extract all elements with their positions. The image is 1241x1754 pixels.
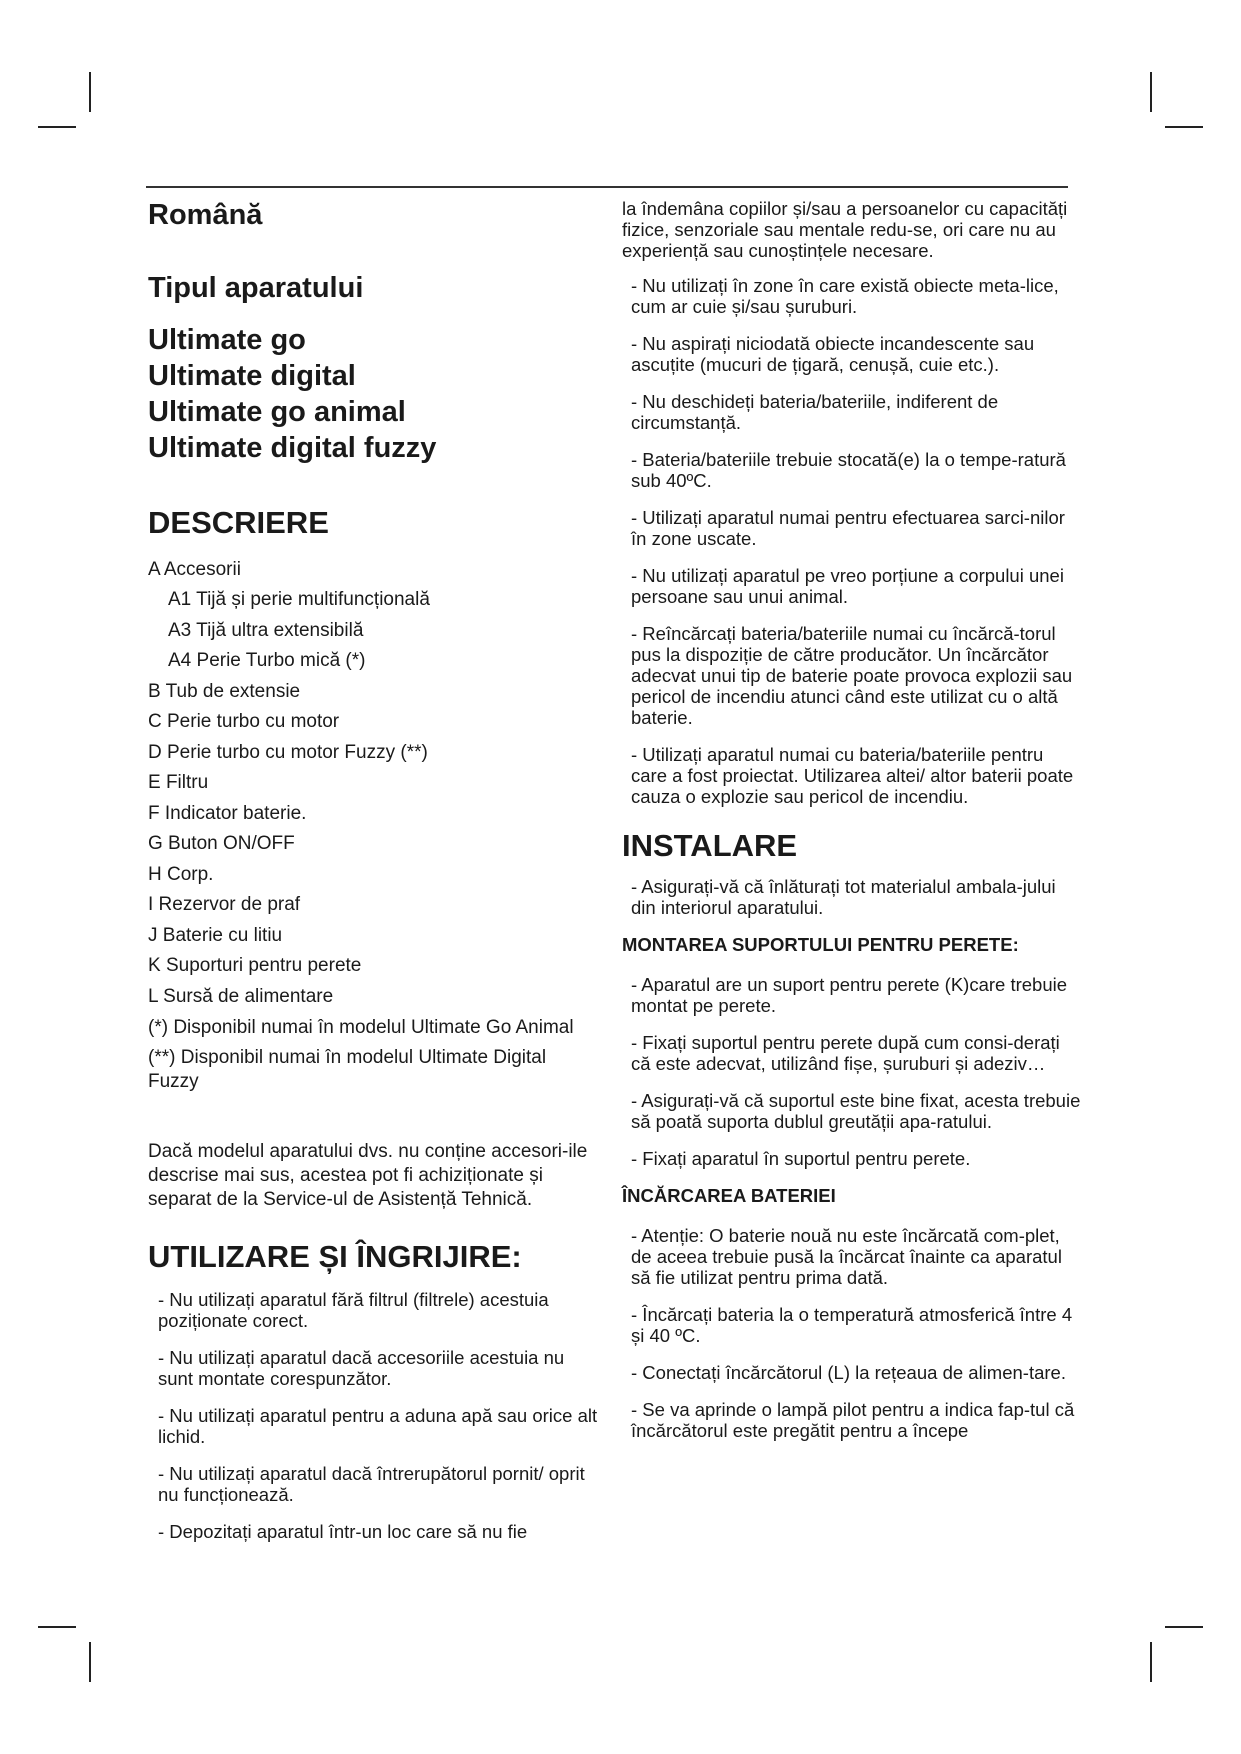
usage-list-left — [148, 1289, 598, 1542]
model-name: Ultimate go — [148, 323, 306, 356]
usage-list-right — [622, 275, 1082, 807]
part-item: D Perie turbo cu motor Fuzzy (**) — [148, 741, 428, 763]
wall-mount-heading: MONTAREA SUPORTULUI PENTRU PERETE: — [622, 934, 1019, 956]
availability-note: (*) Disponibil numai în modelul Ultimate Go Animal — [148, 1017, 574, 1039]
battery-item: - Încărcați bateria la o temperatură atmosferică între 4 și 40 ºC. — [631, 1304, 1073, 1347]
description-heading: DESCRIERE — [148, 504, 329, 540]
battery-charging-heading: ÎNCĂRCAREA BATERIEI — [622, 1185, 836, 1207]
part-item: F Indicator baterie. — [148, 802, 307, 824]
part-item: H Corp. — [148, 863, 214, 885]
battery-item: - Se va aprinde o lampă pilot pentru a indica fap-tul că încărcătorul este pregătit pentru a începe — [631, 1399, 1075, 1442]
part-item: C Perie turbo cu motor — [148, 711, 340, 733]
wall-mount-item: - Asigurați-vă că suportul este bine fixat, acesta trebuie să poată suporta dublul greutății apa-ratului. — [631, 1090, 1081, 1133]
usage-item: - Reîncărcați bateria/bateriile numai cu încărcă-torul pus la dispoziție de către producător. Un încărcător adecvat unui tip de baterie poate provoca explozii sau pericol de incendiu atunci când este utilizat cu o altă baterie. — [631, 623, 1073, 728]
crop-mark — [1150, 1642, 1152, 1682]
language-title: Română — [148, 199, 263, 231]
crop-mark — [89, 1642, 91, 1682]
part-item: G Buton ON/OFF — [148, 833, 295, 855]
crop-mark — [38, 126, 76, 128]
crop-mark — [38, 1626, 76, 1628]
wall-mount-item: - Fixați suportul pentru perete după cum consi-derați că este adecvat, utilizând fișe, șuruburi și adeziv… — [631, 1032, 1060, 1075]
usage-heading: UTILIZARE ȘI ÎNGRIJIRE: — [148, 1239, 522, 1275]
usage-item: - Nu utilizați aparatul pe vreo porțiune a corpului unei persoane sau unui animal. — [631, 565, 1064, 607]
usage-item: - Nu utilizați în zone în care există obiecte meta-lice, cum ar cuie și/sau șuruburi. — [631, 275, 1059, 317]
part-item: E Filtru — [148, 772, 209, 794]
header-rule — [146, 186, 1068, 188]
usage-item: - Nu aspirați niciodată obiecte incandescente sau ascuțite (mucuri de țigară, cenușă, cuie etc.). — [631, 333, 1035, 375]
crop-mark — [1165, 126, 1203, 128]
model-name: Ultimate go animal — [148, 395, 406, 428]
right-column — [622, 198, 1082, 1457]
wall-mount-item: - Aparatul are un suport pentru perete (K)care trebuie montat pe perete. — [631, 974, 1068, 1017]
install-intro: - Asigurați-vă că înlăturați tot materialul ambala-jului din interiorul aparatului. — [631, 876, 1056, 919]
crop-mark — [1150, 72, 1152, 112]
parts-list — [148, 555, 598, 1095]
usage-item: - Bateria/bateriile trebuie stocată(e) la o tempe-ratură sub 40ºC. — [631, 449, 1066, 491]
usage-continuation: la îndemâna copiilor și/sau a persoanelor cu capacități fizice, senzoriale sau mentale redu-se, ori care nu au experiență sau cunoștințele necesare. — [622, 198, 1068, 261]
usage-item: - Nu utilizați aparatul dacă accesoriile acestuia nu sunt montate corespunzător. — [158, 1347, 565, 1390]
usage-item: - Nu utilizați aparatul fără filtrul (filtrele) acestuia poziționate corect. — [158, 1289, 549, 1332]
usage-item: - Utilizați aparatul numai pentru efectuarea sarci-nilor în zone uscate. — [631, 507, 1065, 549]
usage-item: - Nu deschideți bateria/bateriile, indiferent de circumstanță. — [631, 391, 999, 433]
crop-mark — [89, 72, 91, 112]
part-item: A3 Tijă ultra extensibilă — [168, 619, 364, 641]
availability-note: (**) Disponibil numai în modelul Ultimate Digital Fuzzy — [148, 1047, 547, 1093]
accessories-paragraph: Dacă modelul aparatului dvs. nu conține accesori-ile descrise mai sus, acestea pot fi achiziționate și separat de la Service-ul de Asistență Tehnică. — [148, 1141, 588, 1211]
crop-mark — [1165, 1626, 1203, 1628]
model-name: Ultimate digital — [148, 359, 356, 392]
device-type-heading: Tipul aparatului — [148, 271, 364, 304]
part-item: K Suporturi pentru perete — [148, 955, 362, 977]
part-item: I Rezervor de praf — [148, 894, 301, 916]
part-item: A4 Perie Turbo mică (*) — [168, 650, 366, 672]
battery-item: - Atenție: O baterie nouă nu este încărcată com-plet, de aceea trebuie pusă la încărcat înainte ca aparatul să fie utilizat pentru prima dată. — [631, 1225, 1062, 1289]
part-item: B Tub de extensie — [148, 680, 301, 702]
model-list — [148, 322, 598, 466]
part-item: J Baterie cu litiu — [148, 924, 283, 946]
usage-item: - Utilizați aparatul numai cu bateria/bateriile pentru care a fost proiectat. Utilizarea altei/ altor baterii poate cauza o explozie sau pericol de incendiu. — [631, 744, 1074, 807]
model-name: Ultimate digital fuzzy — [148, 431, 437, 464]
part-item: A1 Tijă și perie multifuncțională — [168, 589, 430, 611]
part-item: L Sursă de alimentare — [148, 985, 334, 1007]
left-column — [148, 198, 598, 1558]
usage-item: - Nu utilizați aparatul dacă întrerupătorul pornit/ oprit nu funcționează. — [158, 1463, 585, 1506]
install-heading: INSTALARE — [622, 828, 798, 863]
usage-item: - Depozitați aparatul într-un loc care să nu fie — [158, 1521, 528, 1543]
wall-mount-item: - Fixați aparatul în suportul pentru perete. — [631, 1148, 971, 1170]
part-item: A Accesorii — [148, 558, 241, 580]
battery-item: - Conectați încărcătorul (L) la rețeaua de alimen-tare. — [631, 1362, 1066, 1384]
usage-item: - Nu utilizați aparatul pentru a aduna apă sau orice alt lichid. — [158, 1405, 598, 1448]
